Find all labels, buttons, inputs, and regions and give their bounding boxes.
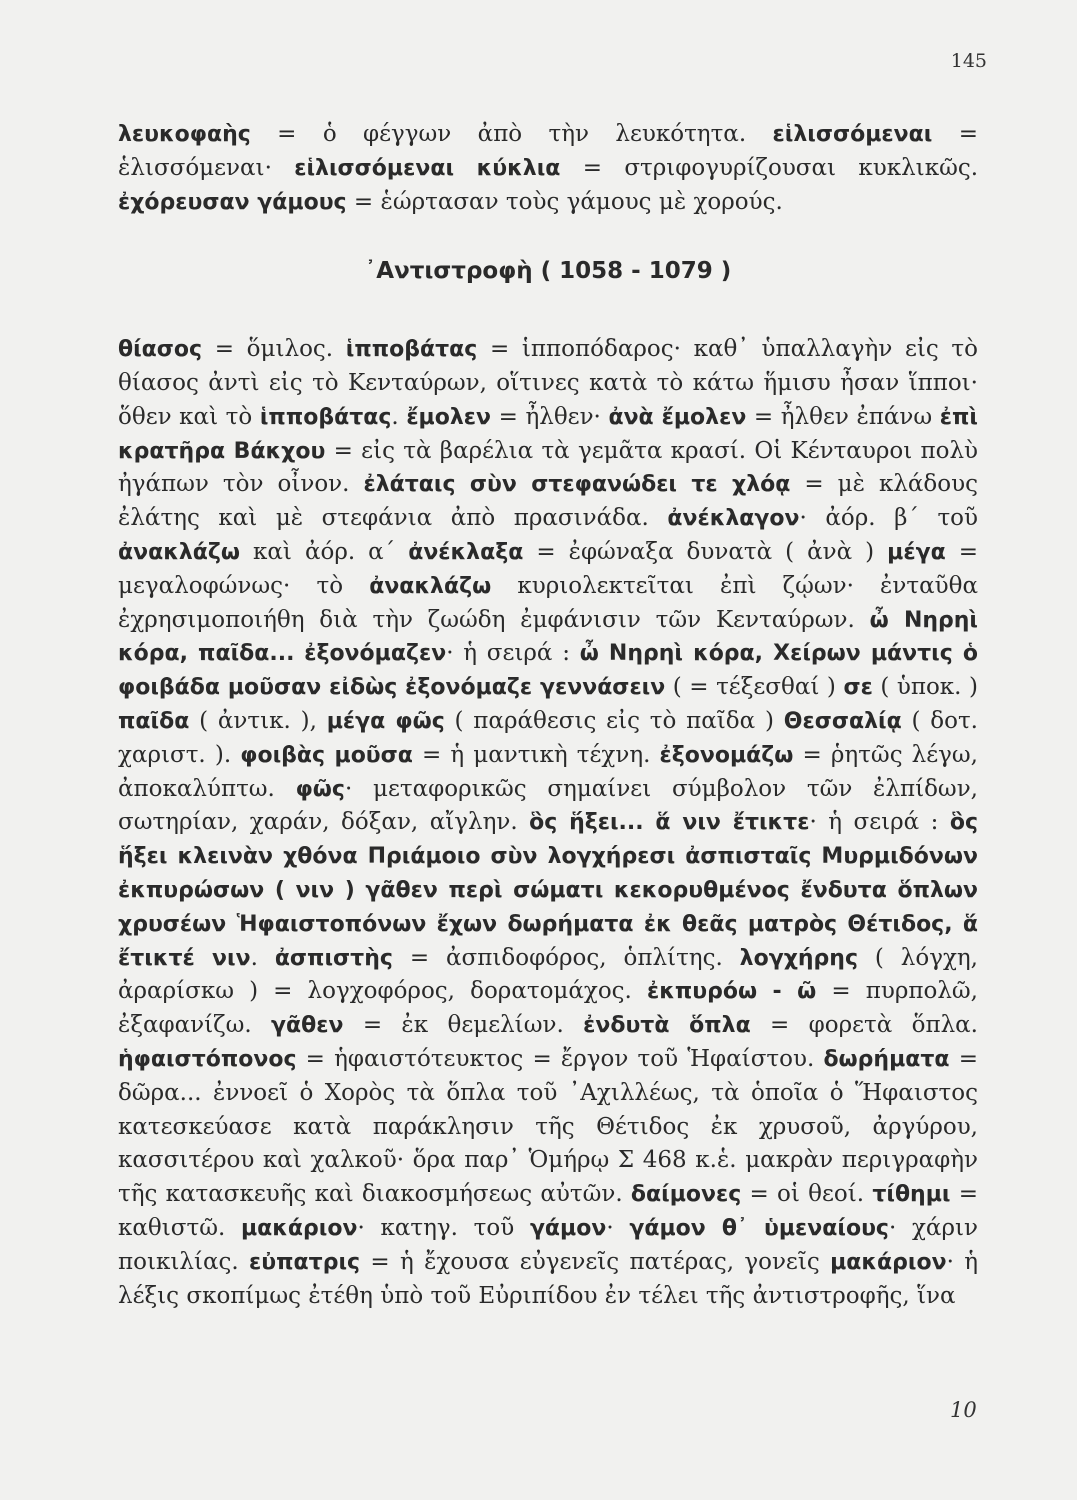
lemma-term: ἐκπυρόω - ῶ	[646, 979, 817, 1005]
gloss-text: = ἀσπιδοφόρος, ὁπλίτης.	[392, 944, 740, 971]
page-body	[118, 118, 978, 1313]
gloss-text: = καθιστῶ.	[118, 1181, 978, 1241]
gloss-text: ·	[606, 1214, 630, 1241]
gloss-text: = ἱπποπόδαρος· καθ᾿ ὑπαλλαγὴν εἰς τὸ θίασος ἀντὶ εἰς τὸ Κενταύρων, οἵτινες κατὰ τὸ κάτω ἥμισυ ἦσαν ἵπποι· ὅθεν καὶ τὸ	[118, 336, 978, 430]
gloss-text: = ῥητῶς λέγω, ἀποκαλύπτω.	[118, 741, 978, 802]
lemma-term: ἀνὰ ἔμολεν	[608, 404, 747, 430]
gloss-text: ( = τέξεσθαί )	[665, 674, 844, 701]
gloss-text: ( ἀντικ. ),	[189, 707, 327, 734]
gloss-text: = ἑώρτασαν τοὺς γάμους μὲ χορούς.	[346, 188, 783, 215]
lemma-term: φῶς	[295, 776, 345, 802]
lemma-term: μακάριον	[240, 1215, 358, 1241]
lemma-term: ἔμολεν	[406, 404, 492, 430]
lemma-term: σε	[843, 675, 873, 701]
lemma-term: μέγα	[887, 539, 946, 565]
gloss-text: = ἡ μαντικὴ τέχνη.	[412, 741, 660, 768]
gloss-text: · κατηγ. τοῦ	[357, 1214, 530, 1241]
gloss-text: = ὁ φέγγων ἀπὸ τὴν λευκότητα.	[250, 121, 773, 147]
page-number: 145	[950, 50, 987, 72]
gloss-text: κυριολεκτεῖται ἐπὶ ζῴων· ἐνταῦθα ἐχρησιμοποιήθη διὰ τὴν ζωώδη ἐμφάνισιν τῶν Κενταύρων.	[118, 572, 978, 633]
gloss-text: = δῶρα... ἐννοεῖ ὁ Χορὸς τὰ ὅπλα τοῦ ᾿Αχιλλέως, τὰ ὁποῖα ὁ Ἥφαιστος κατεσκεύασε κατὰ παράκλησιν τῆς Θέτιδος ἐκ χρυσοῦ, ἀργύρου, κασσιτέρου καὶ χαλκοῦ· ὅρα παρ᾿ Ὁμήρῳ Σ 468 κ.ἑ. μακρὰν περιγραφὴν τῆς κατασκευῆς καὶ διακοσμήσεως αὐτῶν.	[118, 1045, 978, 1208]
gloss-text: = εἰς τὰ βαρέλια τὰ γεμᾶτα κρασί. Οἱ Κένταυροι πολὺ ἠγάπων τὸν οἶνον.	[118, 437, 979, 498]
lemma-term: εὐπατρις	[249, 1249, 361, 1275]
lemma-term: ἀνακλάζω	[369, 573, 492, 599]
lemma-term: ἡφαιστόπονος	[118, 1046, 297, 1072]
lemma-term: ὃς ἥξει... ἅ νιν ἔτικτε	[529, 810, 810, 836]
paragraph-strophe-notes	[118, 118, 978, 219]
gloss-text: ( λόγχη, ἀραρίσκω ) = λογχοφόρος, δορατομάχος.	[118, 944, 978, 1005]
gloss-text: · ἀόρ. β´ τοῦ	[799, 505, 978, 532]
lemma-term: παῖδα	[118, 708, 190, 734]
lemma-term: φοιβὰς μοῦσα	[240, 742, 413, 768]
lemma-term: ἀσπιστὴς	[274, 945, 393, 971]
gloss-text: = μεγαλοφώνως· τὸ	[118, 538, 978, 599]
gloss-text: = ἡφαιστότευκτος = ἔργον τοῦ Ἡφαίστου.	[296, 1045, 824, 1072]
gloss-text: · ἡ σειρά :	[809, 809, 950, 836]
lemma-term: τίθημι	[872, 1182, 951, 1208]
gloss-text: = ἑλισσόμεναι·	[118, 121, 978, 181]
section-heading: ᾿Αντιστροφὴ ( 1058 - 1079 )	[364, 258, 732, 285]
lemma-term: ἐξονόμαζεν	[304, 641, 447, 667]
lemma-term: ἀνακλάζω	[118, 539, 240, 565]
gloss-text: · μεταφορικῶς σημαίνει σύμβολον τῶν ἐλπίδων, σωτηρίαν, χαράν, δόξαν, αἴγλην.	[118, 775, 978, 836]
lemma-term: ἐπὶ κρατῆρα Βάκχου	[118, 404, 978, 464]
gloss-text: · ἡ σειρά :	[446, 640, 580, 667]
lemma-term: ὦ Νηρηὶ κόρα, Χείρων μάντις ὁ φοιβάδα μοῦσαν εἰδὼς ἐξονόμαζε γεννάσειν	[118, 641, 978, 701]
gloss-text: = πυρπολῶ, ἐξαφανίζω.	[118, 978, 978, 1039]
lemma-term: ἱπποβάτας	[259, 404, 392, 430]
gloss-text: · ἡ λέξις σκοπίμως ἐτέθη ὑπὸ τοῦ Εὐριπίδου ἐν τέλει τῆς ἀντιστροφῆς, ἵνα	[118, 1248, 978, 1309]
gloss-text: .	[391, 403, 407, 430]
lemma-term: ἐλάταις σὺν στεφανώδει τε χλόᾳ	[363, 472, 791, 498]
signature-mark: 10	[950, 1398, 977, 1422]
lemma-term: Θεσσαλίᾳ	[783, 708, 902, 734]
lemma-term: λευκοφαὴς	[118, 122, 251, 147]
lemma-term: εἱλισσόμεναι κύκλια	[294, 155, 561, 181]
gloss-text: = ἦλθεν·	[491, 403, 609, 430]
lemma-term: λογχήρης	[739, 945, 858, 971]
gloss-text: = ὅμιλος.	[202, 336, 346, 363]
lemma-term: ἐχόρευσαν γάμους	[118, 189, 347, 215]
lemma-term: γάμον θ᾿ ὑμεναίους	[629, 1215, 889, 1241]
lemma-term: δαίμονες	[630, 1182, 742, 1208]
paragraph-antistrophe-notes	[118, 333, 978, 1313]
gloss-text	[294, 640, 304, 666]
gloss-text: = ἐφώναξα δυνατὰ ( ἀνὰ )	[523, 538, 888, 565]
gloss-text: = ἐκ θεμελίων.	[343, 1012, 584, 1039]
gloss-text: ( ὑποκ. )	[872, 674, 978, 701]
lemma-term: γᾶθεν	[271, 1013, 344, 1039]
gloss-text: = ἦλθεν ἐπάνω	[746, 403, 940, 430]
gloss-text: · χάριν ποικιλίας.	[118, 1214, 978, 1275]
lemma-term: εἱλισσόμεναι	[772, 122, 933, 147]
lemma-term: ἀνέκλαξα	[408, 539, 524, 565]
lemma-term: δωρήματα	[823, 1046, 950, 1072]
gloss-text: = φορετὰ ὅπλα.	[750, 1012, 978, 1039]
gloss-text: = μὲ κλάδους ἐλάτης καὶ μὲ στεφάνια ἀπὸ πρασινάδα.	[118, 471, 978, 532]
lemma-term: ὦ Νηρηὶ κόρα, παῖδα...	[118, 607, 978, 667]
lemma-term: ὃς ἥξει κλεινὰν χθόνα Πριάμοιο σὺν λογχήρεσι ἀσπισταῖς Μυρμιδόνων ἐκπυρώσων ( νιν ) γᾶθεν περὶ σώματι κεκορυθμένος ἔνδυτα ὅπλων χρυσέων Ἡφαιστοπόνων ἔχων δωρήματα ἐκ θεᾶς ματρὸς Θέτιδος, ἅ ἔτικτέ νιν	[118, 810, 979, 971]
gloss-text: .	[250, 944, 275, 971]
lemma-term: ἱπποβάτας	[345, 337, 478, 363]
gloss-text: καὶ ἀόρ. α´	[240, 538, 409, 565]
lemma-term: θίασος	[118, 337, 203, 363]
gloss-text: = στριφογυρίζουσαι κυκλικῶς.	[560, 154, 979, 181]
gloss-text: ( παράθεσις εἰς τὸ παῖδα )	[444, 707, 784, 734]
gloss-text: ( δοτ. χαριστ. ).	[118, 707, 978, 768]
lemma-term: μέγα φῶς	[326, 708, 445, 734]
lemma-term: ἐνδυτὰ ὅπλα	[583, 1013, 751, 1039]
lemma-term: μακάριον	[830, 1249, 947, 1275]
lemma-term: ἐξονομάζω	[659, 742, 794, 768]
gloss-text: = ἡ ἔχουσα εὐγενεῖς πατέρας, γονεῖς	[360, 1248, 831, 1275]
lemma-term: ἀνέκλαγον	[667, 506, 800, 532]
gloss-text: = οἱ θεοί.	[741, 1181, 873, 1208]
lemma-term: γάμον	[529, 1215, 607, 1241]
